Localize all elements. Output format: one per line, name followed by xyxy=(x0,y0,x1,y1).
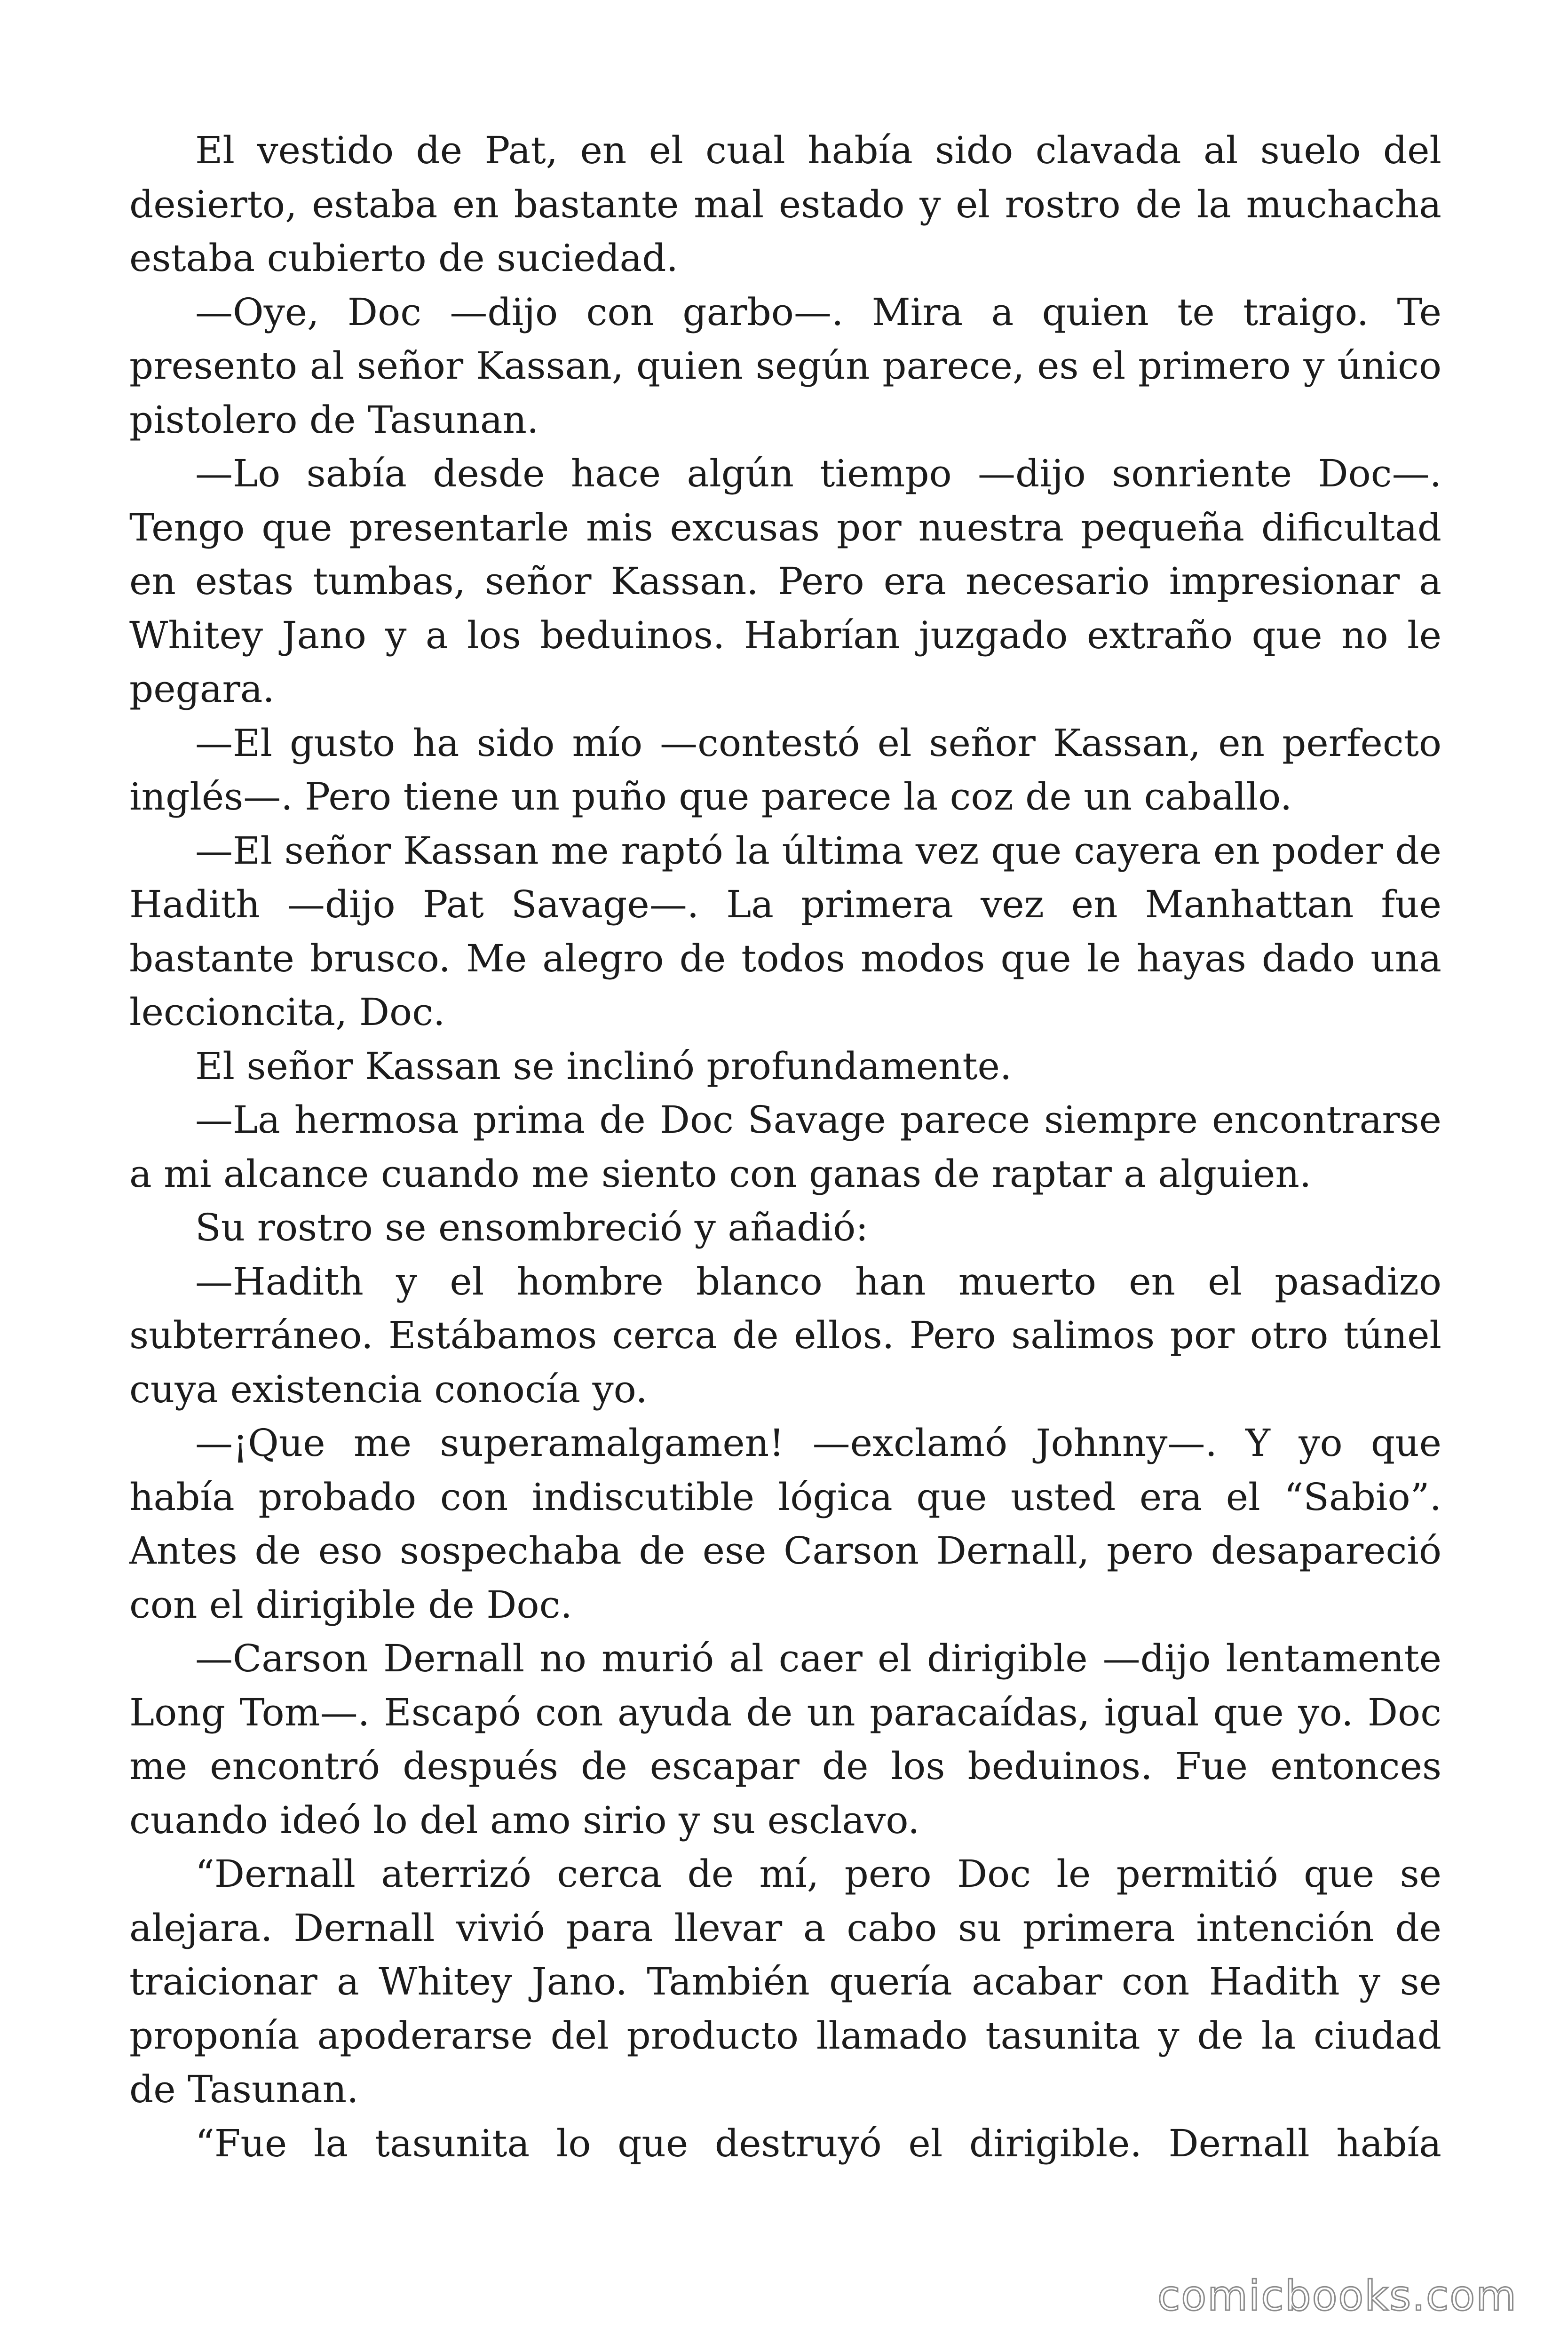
paragraph-7: —La hermosa prima de Doc Savage parece siempre encontrarse a mi alcance cuando me siento con ganas de raptar a alguien. xyxy=(129,1098,1441,1196)
paragraph-1: El vestido de Pat, en el cual había sido clavada al suelo del desierto, estaba en bastante mal estado y el rostro de la muchacha estaba cubierto de suciedad. xyxy=(129,128,1441,280)
page-body xyxy=(129,124,1441,2170)
paragraph-4: —El gusto ha sido mío —contestó el señor Kassan, en perfecto inglés—. Pero tiene un puño que parece la coz de un caballo. xyxy=(129,721,1441,818)
paragraph-2: —Oye, Doc —dijo con garbo—. Mira a quien te traigo. Te presento al señor Kassan, quien según parece, es el primero y único pistolero de Tasunan. xyxy=(129,290,1441,442)
paragraph-11: —Carson Dernall no murió al caer el dirigible —dijo lentamente Long Tom—. Escapó con ayuda de un paracaídas, igual que yo. Doc me encontró después de escapar de los beduinos. Fue entonces cuando ideó lo del amo sirio y su esclavo. xyxy=(129,1637,1441,1842)
watermark: comicbooks.com xyxy=(1157,2272,1517,2320)
paragraph-10: —¡Que me superamalgamen! —exclamó Johnny—. Y yo que había probado con indiscutible lógica que usted era el “Sabio”. Antes de eso sospechaba de ese Carson Dernall, pero desapareció con el dirigible de Doc. xyxy=(129,1421,1441,1627)
paragraph-6: El señor Kassan se inclinó profundamente. xyxy=(195,1044,1012,1088)
paragraph-3: —Lo sabía desde hace algún tiempo —dijo sonriente Doc—. Tengo que presentarle mis excusas por nuestra pequeña dificultad en estas tumbas, señor Kassan. Pero era necesario impresionar a Whitey Jano y a los beduinos. Habrían juzgado extraño que no le pegara. xyxy=(129,452,1441,711)
paragraph-5: —El señor Kassan me raptó la última vez que cayera en poder de Hadith —dijo Pat Savage—. La primera vez en Manhattan fue bastante brusco. Me alegro de todos modos que le hayas dado una leccioncita, Doc. xyxy=(129,828,1441,1034)
paragraph-12: “Dernall aterrizó cerca de mí, pero Doc le permitió que se alejara. Dernall vivió para llevar a cabo su primera intención de traicionar a Whitey Jano. También quería acabar con Hadith y se proponía apoderarse del producto llamado tasunita y de la ciudad de Tasunan. xyxy=(129,1852,1441,2111)
paragraph-9: —Hadith y el hombre blanco han muerto en el pasadizo subterráneo. Estábamos cerca de ellos. Pero salimos por otro túnel cuya existencia conocía yo. xyxy=(129,1259,1441,1411)
paragraph-13: “Fue la tasunita lo que destruyó el dirigible. Dernall había xyxy=(195,2121,1441,2165)
paragraph-8: Su rostro se ensombreció y añadió: xyxy=(195,1206,869,1249)
